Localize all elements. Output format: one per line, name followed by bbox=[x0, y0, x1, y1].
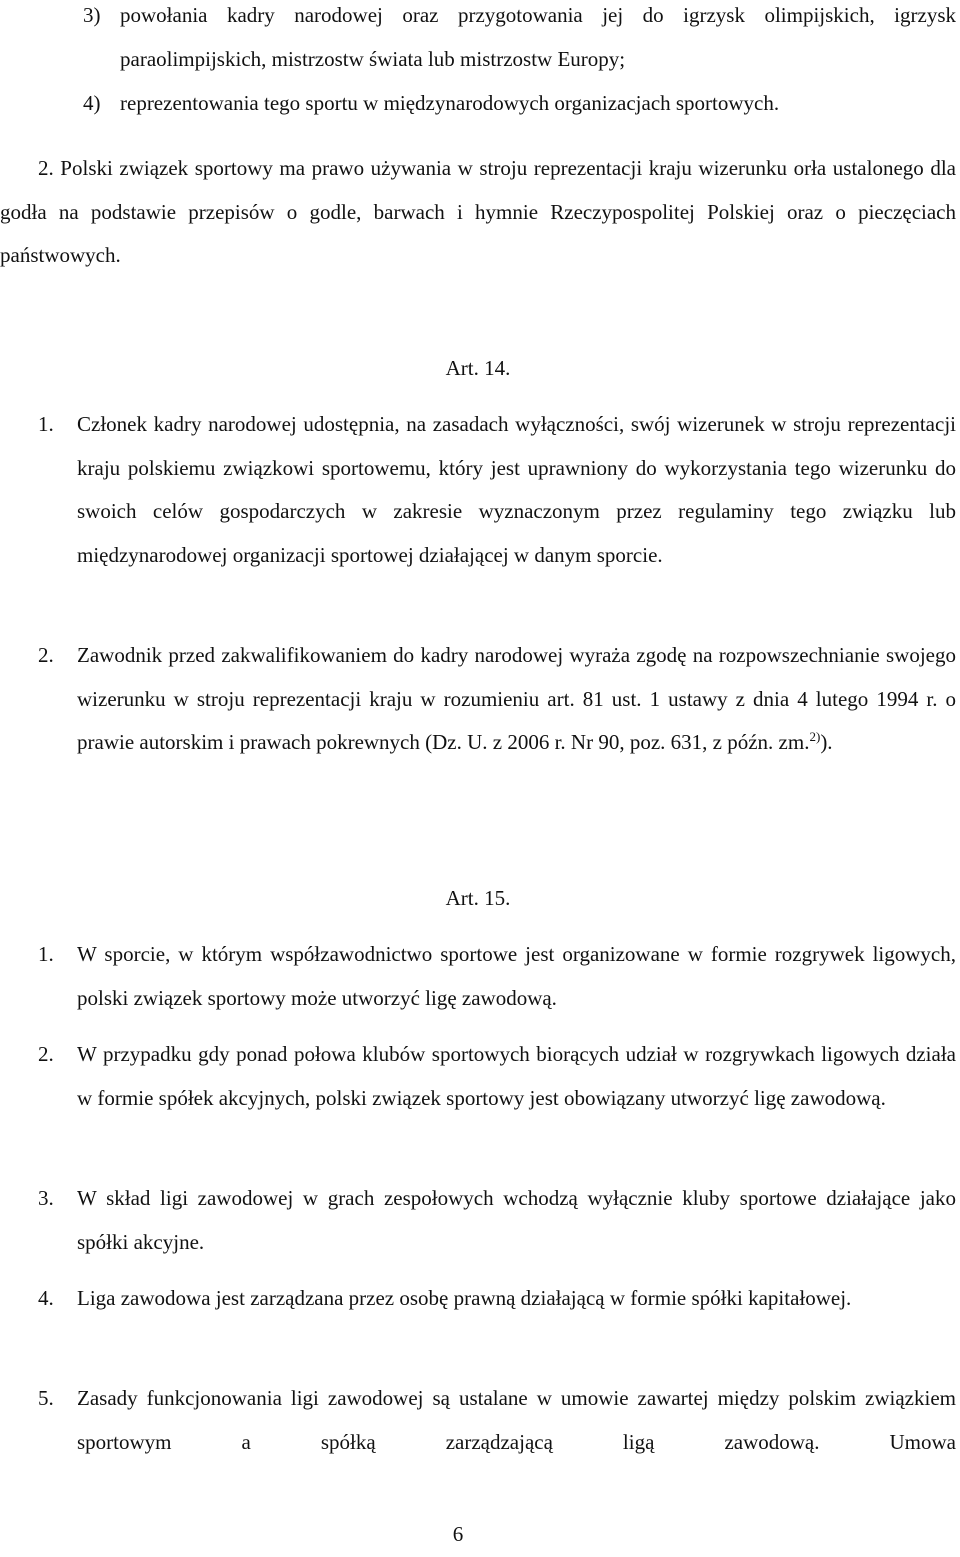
list-item-number: 5. bbox=[38, 1386, 54, 1410]
list-item-text: powołania kadry narodowej oraz przygotowania jej do igrzysk olimpijskich, igrzysk paraolimpijskich, mistrzostw świata lub mistrzostw Europy; bbox=[120, 3, 956, 71]
list-item-text: Członek kadry narodowej udostępnia, na zasadach wyłączności, swój wizerunek w stroju reprezentacji kraju polskiemu związkowi sportowemu, który jest uprawniony do wykorzystania tego wizerunku do swoich celów gospodarczych w zakresie wyznaczonym przez regulaminy tego związku lub międzynarodowej organizacji sportowej działającej w danym sporcie. bbox=[77, 412, 956, 567]
list-item-text-tail: ). bbox=[820, 730, 833, 754]
list-item-text: W sporcie, w którym współzawodnictwo sportowe jest organizowane w formie rozgrywek ligowych, polski związek sportowy może utworzyć ligę zawodową. bbox=[77, 942, 956, 1010]
article-heading: Art. 14. bbox=[445, 356, 511, 380]
list-item-number: 4) bbox=[83, 91, 101, 115]
footnote-reference: 2) bbox=[809, 729, 821, 744]
list-item-number: 2. bbox=[38, 643, 54, 667]
list-item-number: 3. bbox=[38, 1186, 54, 1210]
list-item-number: 1. bbox=[38, 412, 54, 436]
list-item-number: 2. bbox=[38, 1042, 54, 1066]
list-item-text: Liga zawodowa jest zarządzana przez osobę prawną działającą w formie spółki kapitałowej. bbox=[77, 1286, 852, 1310]
page-number: 6 bbox=[452, 1522, 464, 1546]
list-item-text: Zasady funkcjonowania ligi zawodowej są ustalane w umowie zawartej między polskim związkiem sportowym a spółką zarządzającą ligą zawodową. Umowa bbox=[77, 1386, 956, 1454]
list-item-number: 4. bbox=[38, 1286, 54, 1310]
list-item-text bbox=[77, 634, 956, 765]
list-item-text-main: Zawodnik przed zakwalifikowaniem do kadry narodowej wyraża zgodę na rozpowszechnianie swojego wizerunku w stroju reprezentacji kraju w rozumieniu art. 81 ust. 1 ustawy z dnia 4 lutego 1994 r. o prawie autorskim i prawach pokrewnych (Dz. U. z 2006 r. Nr 90, poz. 631, z późn. zm. bbox=[77, 643, 956, 754]
list-item-number: 3) bbox=[83, 3, 101, 27]
list-item-number: 1. bbox=[38, 942, 54, 966]
list-item-text: reprezentowania tego sportu w międzynarodowych organizacjach sportowych. bbox=[120, 91, 780, 115]
article-heading: Art. 15. bbox=[445, 886, 511, 910]
list-item-text: W skład ligi zawodowej w grach zespołowych wchodzą wyłącznie kluby sportowe działające jako spółki akcyjne. bbox=[77, 1186, 956, 1254]
list-item-text: W przypadku gdy ponad połowa klubów sportowych biorących udział w rozgrywkach ligowych działa w formie spółek akcyjnych, polski związek sportowy jest obowiązany utworzyć ligę zawodową. bbox=[77, 1042, 956, 1110]
paragraph: 2. Polski związek sportowy ma prawo używania w stroju reprezentacji kraju wizerunku orła ustalonego dla godła na podstawie przepisów o godle, barwach i hymnie Rzeczypospolitej Polskiej oraz o pieczęciach państwowych. bbox=[0, 156, 956, 267]
